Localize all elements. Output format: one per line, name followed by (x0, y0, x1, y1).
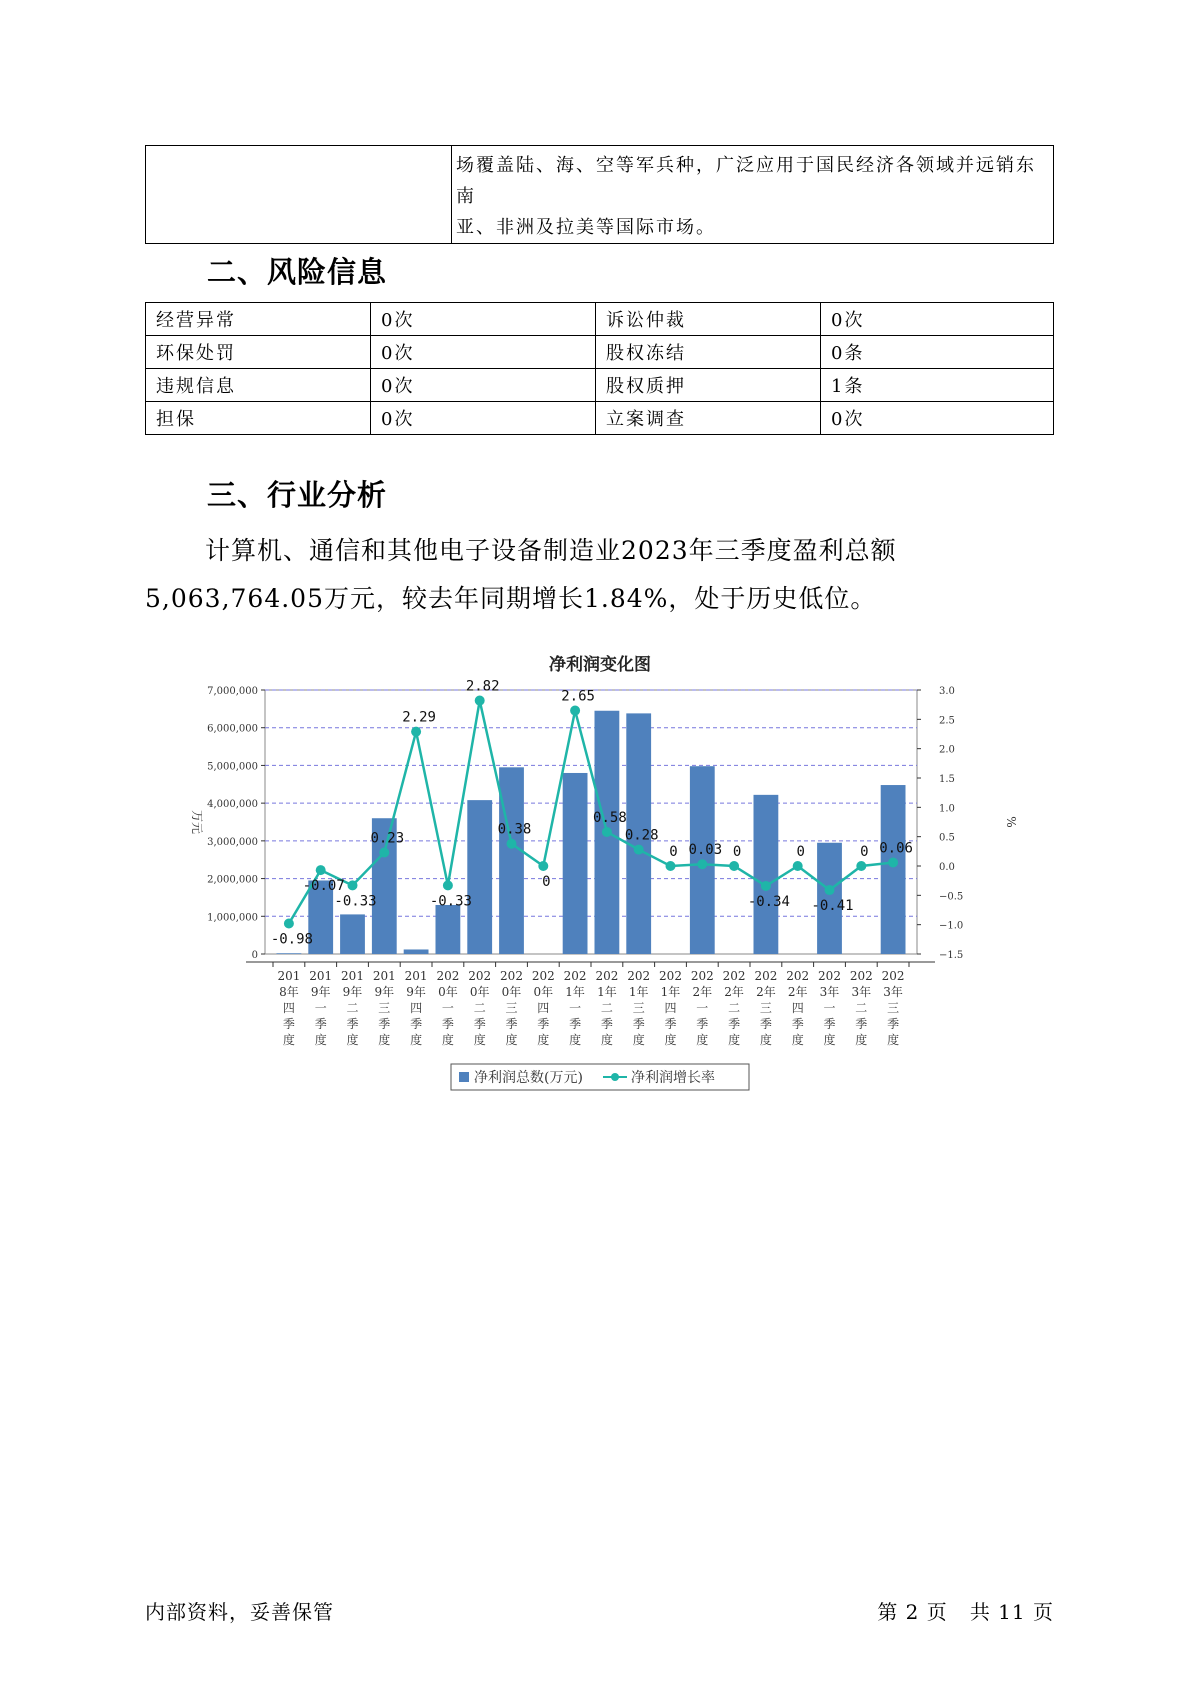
growth-rate-label: -0.98 (270, 931, 313, 948)
growth-rate-marker (697, 859, 707, 869)
growth-rate-label: 2.65 (561, 688, 595, 705)
x-tick-label: 季 (537, 1017, 550, 1031)
x-tick-label: 季 (696, 1017, 709, 1031)
x-tick-label: 202 (659, 969, 682, 983)
x-tick-label: 度 (346, 1033, 359, 1047)
x-tick-label: 202 (436, 969, 460, 983)
growth-rate-marker (825, 885, 835, 895)
x-tick-label: 季 (728, 1017, 741, 1031)
x-tick-label: 9年 (342, 985, 363, 999)
growth-rate-label: 2.82 (465, 678, 500, 695)
x-tick-label: 四 (410, 1001, 423, 1015)
x-tick-label: 二 (855, 1001, 868, 1015)
legend-line-marker (611, 1073, 619, 1081)
y2-axis-label: % (1004, 816, 1018, 828)
x-tick-label: 度 (823, 1033, 836, 1047)
y-tick-label: 6,000,000 (207, 723, 258, 735)
x-tick-label: 2年 (756, 985, 776, 999)
x-tick-label: 季 (600, 1017, 613, 1031)
growth-rate-marker (793, 861, 803, 871)
x-tick-label: 202 (563, 969, 587, 983)
description-line-2: 亚、非洲及拉美等国际市场。 (456, 217, 716, 238)
x-tick-label: 度 (696, 1033, 709, 1047)
section-2-heading: 二、风险信息 (207, 255, 388, 289)
x-tick-label: 度 (282, 1033, 295, 1047)
y2-tick-label: −0.5 (939, 891, 964, 903)
growth-rate-marker (443, 880, 453, 890)
x-tick-label: 四 (282, 1001, 295, 1015)
growth-rate-label: -0.07 (302, 878, 345, 895)
growth-rate-label: 0 (669, 844, 678, 860)
risk-label: 担保 (146, 402, 371, 435)
growth-rate-marker (888, 857, 898, 867)
y2-tick-label: 1.0 (939, 803, 955, 815)
x-tick-label: 201 (277, 969, 301, 983)
x-tick-label: 201 (341, 969, 364, 983)
y2-tick-label: 1.5 (939, 774, 955, 785)
table-row (146, 336, 1054, 369)
x-tick-label: 3年 (819, 985, 840, 999)
x-tick-label: 季 (855, 1017, 868, 1031)
section-3-heading: 三、行业分析 (207, 478, 388, 512)
x-tick-label: 0年 (533, 985, 554, 999)
x-tick-label: 季 (314, 1017, 327, 1031)
growth-rate-label: 0 (796, 844, 805, 860)
x-tick-label: 度 (855, 1033, 868, 1047)
risk-value: 0次 (371, 369, 596, 402)
growth-rate-label: 0.03 (688, 842, 723, 859)
x-tick-label: 一 (823, 1001, 836, 1015)
x-tick-label: 度 (410, 1033, 423, 1047)
x-tick-label: 度 (759, 1033, 772, 1047)
y2-tick-label: 3.0 (939, 686, 955, 697)
growth-rate-label: 0 (732, 844, 742, 860)
x-tick-label: 0年 (438, 985, 458, 999)
x-tick-label: 度 (728, 1033, 741, 1047)
y-tick-label: 3,000,000 (207, 836, 258, 848)
x-tick-label: 季 (664, 1017, 677, 1031)
x-tick-label: 度 (314, 1033, 327, 1047)
y-tick-label: 4,000,000 (207, 799, 258, 811)
x-tick-label: 3年 (851, 985, 872, 999)
risk-value: 1条 (821, 369, 1054, 402)
x-tick-label: 1年 (628, 985, 649, 999)
x-tick-label: 2年 (692, 985, 713, 999)
growth-rate-marker (570, 706, 580, 716)
x-tick-label: 四 (537, 1001, 550, 1015)
x-tick-label: 季 (410, 1017, 423, 1031)
x-tick-label: 度 (537, 1033, 550, 1047)
x-tick-label: 一 (696, 1001, 709, 1015)
x-tick-label: 201 (309, 969, 333, 983)
x-tick-label: 1年 (565, 985, 585, 999)
x-tick-label: 季 (282, 1017, 295, 1031)
growth-rate-marker (411, 727, 421, 737)
y2-tick-label: −1.5 (939, 950, 964, 961)
growth-rate-label: 0.06 (879, 840, 913, 857)
x-tick-label: 度 (664, 1033, 677, 1047)
y-tick-label: 0 (251, 950, 258, 961)
growth-rate-marker (602, 827, 612, 837)
x-tick-label: 季 (346, 1017, 359, 1031)
x-tick-label: 季 (759, 1017, 772, 1031)
net-profit-bar (881, 785, 906, 954)
risk-label: 股权质押 (596, 369, 821, 402)
description-text-cell (452, 146, 1054, 244)
x-tick-label: 202 (468, 969, 492, 983)
description-table (145, 145, 1054, 244)
x-tick-label: 9年 (374, 985, 395, 999)
description-line-1: 场覆盖陆、海、空等军兵种，广泛应用于国民经济各领域并远销东南 (456, 155, 1036, 207)
x-tick-label: 度 (569, 1033, 582, 1047)
x-tick-label: 季 (505, 1017, 518, 1031)
y-tick-label: 1,000,000 (207, 912, 258, 924)
x-tick-label: 季 (569, 1017, 582, 1031)
net-profit-bar (467, 800, 492, 954)
risk-value: 0次 (371, 303, 596, 336)
x-tick-label: 一 (441, 1001, 454, 1015)
growth-rate-marker (634, 845, 644, 855)
x-tick-label: 季 (887, 1017, 900, 1031)
growth-rate-marker (666, 861, 676, 871)
table-row (146, 369, 1054, 402)
y-tick-label: 7,000,000 (207, 686, 258, 697)
x-tick-label: 二 (728, 1001, 741, 1015)
x-tick-label: 201 (372, 969, 396, 983)
x-tick-label: 季 (632, 1017, 645, 1031)
x-tick-label: 度 (441, 1033, 454, 1047)
x-tick-label: 度 (791, 1033, 804, 1047)
x-tick-label: 2年 (787, 985, 808, 999)
growth-rate-label: -0.41 (811, 898, 854, 915)
x-tick-label: 8年 (279, 985, 299, 999)
x-tick-label: 202 (722, 969, 746, 983)
x-tick-label: 二 (346, 1001, 359, 1015)
risk-value: 0条 (821, 336, 1054, 369)
x-tick-label: 9年 (310, 985, 331, 999)
net-profit-bar (340, 914, 365, 954)
x-tick-label: 一 (314, 1001, 327, 1015)
x-tick-label: 季 (473, 1017, 486, 1031)
x-tick-label: 三 (505, 1001, 518, 1015)
x-tick-label: 度 (632, 1033, 645, 1047)
x-tick-label: 二 (600, 1001, 613, 1015)
x-tick-label: 202 (627, 969, 651, 983)
net-profit-bar (499, 767, 524, 954)
growth-rate-label: 0 (860, 844, 869, 860)
growth-rate-marker (475, 696, 485, 706)
footer-confidential: 内部资料，妥善保管 (145, 1600, 334, 1624)
growth-rate-label: 0.28 (624, 827, 659, 844)
x-tick-label: 度 (473, 1033, 486, 1047)
chart-title: 净利润变化图 (549, 655, 651, 675)
net-profit-bar (435, 905, 460, 954)
x-tick-label: 季 (791, 1017, 804, 1031)
risk-value: 0次 (821, 303, 1054, 336)
x-tick-label: 三 (378, 1001, 391, 1015)
growth-rate-label: -0.33 (334, 893, 377, 910)
x-tick-label: 3年 (883, 985, 903, 999)
footer-page-number: 第 2 页 共 11 页 (877, 1600, 1054, 1624)
growth-rate-marker (507, 839, 517, 849)
growth-rate-label: 2.29 (402, 709, 436, 726)
growth-line-series (271, 679, 913, 948)
growth-rate-label: -0.34 (747, 893, 790, 910)
y2-tick-label: 2.0 (939, 744, 955, 756)
x-tick-label: 四 (664, 1001, 677, 1015)
table-row (146, 303, 1054, 336)
growth-rate-marker (284, 918, 294, 928)
x-tick-label: 202 (754, 969, 778, 983)
x-tick-label: 202 (849, 969, 873, 983)
x-tick-label: 1年 (660, 985, 681, 999)
analysis-paragraph-line-2: 5,063,764.05万元，较去年同期增长1.84%，处于历史低位。 (145, 584, 877, 613)
risk-label: 环保处罚 (146, 336, 371, 369)
growth-rate-label: 0.38 (497, 821, 532, 838)
net-profit-chart (175, 640, 1025, 1100)
x-tick-label: 202 (595, 969, 619, 983)
x-tick-label: 202 (786, 969, 810, 983)
analysis-paragraph-line-1: 计算机、通信和其他电子设备制造业2023年三季度盈利总额 (205, 536, 897, 565)
x-tick-label: 9年 (406, 985, 426, 999)
risk-label: 股权冻结 (596, 336, 821, 369)
net-profit-bar (753, 795, 778, 954)
x-tick-label: 二 (473, 1001, 486, 1015)
risk-value: 0次 (821, 402, 1054, 435)
growth-rate-label: 0.58 (593, 809, 627, 826)
net-profit-bar (563, 773, 588, 954)
risk-label: 立案调查 (596, 402, 821, 435)
risk-table (145, 302, 1054, 435)
x-tick-label: 202 (690, 969, 714, 983)
x-tick-label: 0年 (469, 985, 490, 999)
growth-rate-marker (538, 861, 548, 871)
x-tick-label: 202 (818, 969, 841, 983)
description-empty-cell (146, 146, 452, 244)
y2-tick-label: 0.0 (939, 862, 955, 873)
x-tick-label: 三 (759, 1001, 772, 1015)
growth-rate-marker (379, 848, 389, 858)
legend-bar-swatch (459, 1072, 469, 1082)
y2-tick-label: 2.5 (939, 715, 955, 727)
risk-value: 0次 (371, 336, 596, 369)
net-profit-bar (404, 949, 429, 954)
x-tick-label: 度 (887, 1033, 900, 1047)
x-tick-label: 季 (441, 1017, 454, 1031)
growth-rate-marker (348, 880, 358, 890)
x-tick-label: 1年 (597, 985, 617, 999)
y-tick-label: 5,000,000 (207, 761, 258, 773)
growth-rate-label: 0.23 (370, 830, 405, 847)
growth-rate-label: 0 (542, 874, 551, 890)
legend-bar-label: 净利润总数(万元) (474, 1070, 583, 1086)
growth-rate-label: -0.33 (429, 893, 472, 910)
growth-rate-marker (316, 865, 326, 875)
x-tick-label: 201 (404, 969, 428, 983)
x-tick-label: 202 (500, 969, 523, 983)
risk-label: 违规信息 (146, 369, 371, 402)
x-tick-label: 度 (600, 1033, 613, 1047)
y2-tick-label: 0.5 (939, 832, 955, 844)
growth-rate-marker (761, 881, 771, 891)
growth-rate-marker (729, 861, 739, 871)
x-tick-label: 四 (791, 1001, 804, 1015)
x-tick-label: 度 (505, 1033, 518, 1047)
x-tick-label: 202 (881, 969, 905, 983)
risk-label: 经营异常 (146, 303, 371, 336)
x-tick-label: 三 (887, 1001, 900, 1015)
risk-value: 0次 (371, 402, 596, 435)
y-tick-label: 2,000,000 (207, 874, 258, 886)
y2-tick-label: −1.0 (939, 920, 964, 932)
x-tick-label: 一 (569, 1001, 582, 1015)
y-axis-label: 万元 (190, 809, 204, 835)
growth-rate-marker (856, 861, 866, 871)
x-tick-label: 度 (378, 1033, 391, 1047)
x-tick-label: 202 (531, 969, 555, 983)
risk-label: 诉讼仲裁 (596, 303, 821, 336)
x-tick-label: 季 (378, 1017, 391, 1031)
x-tick-label: 0年 (501, 985, 522, 999)
legend-line-label: 净利润增长率 (631, 1070, 715, 1086)
x-tick-label: 三 (632, 1001, 645, 1015)
x-tick-label: 2年 (724, 985, 744, 999)
x-tick-label: 季 (823, 1017, 836, 1031)
table-row (146, 402, 1054, 435)
net-profit-bar (276, 953, 301, 954)
chart-legend (451, 1064, 749, 1090)
